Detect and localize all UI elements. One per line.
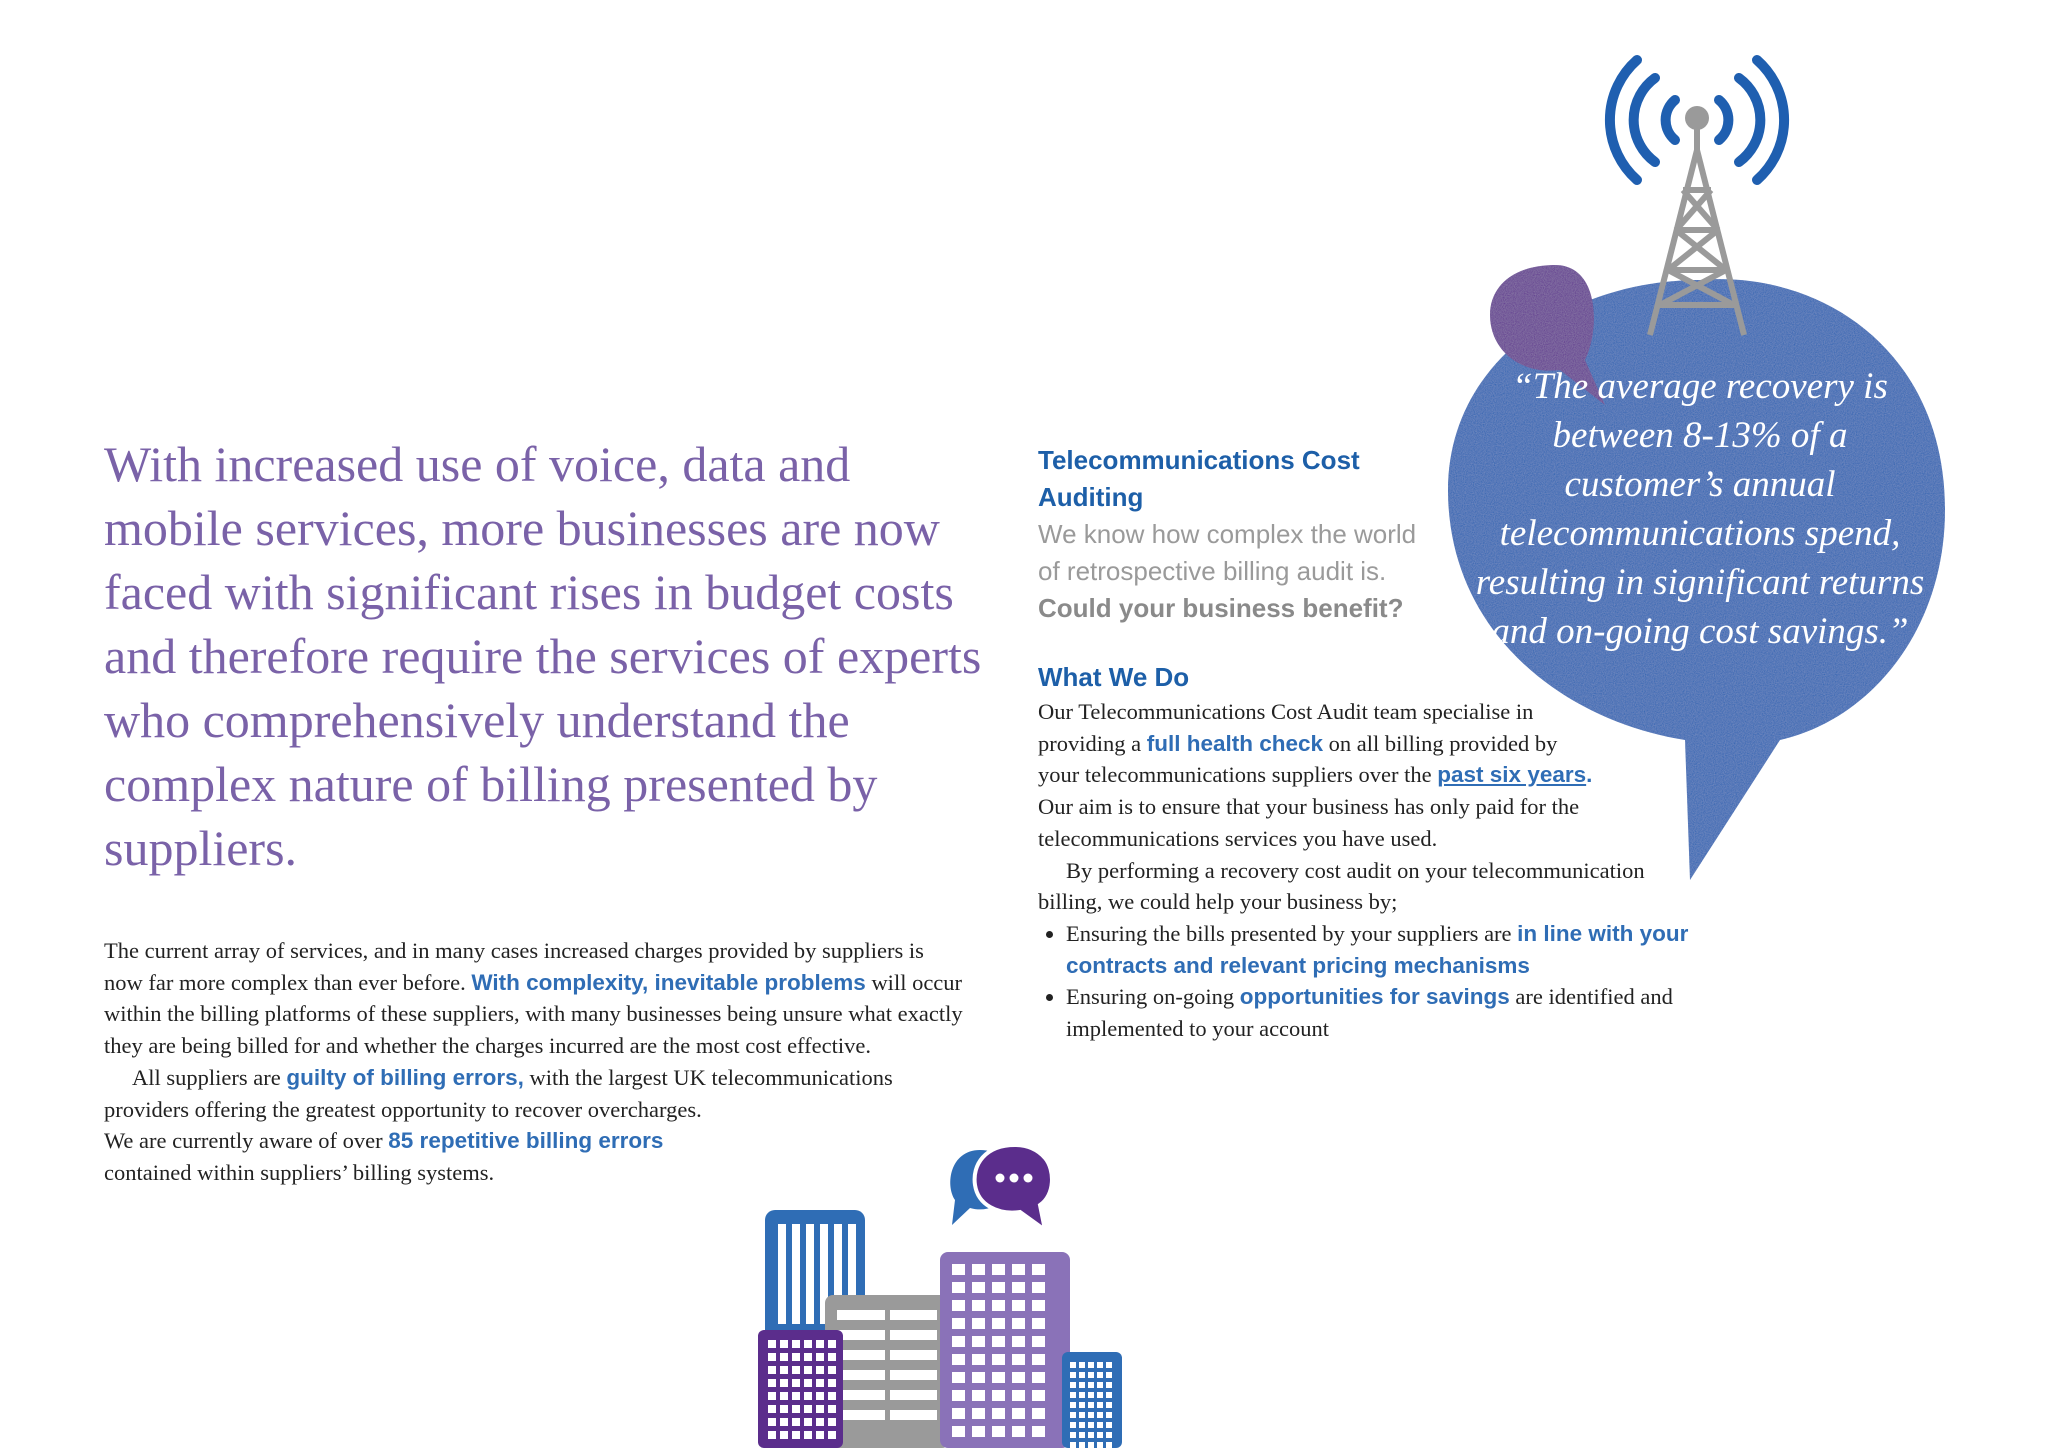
building-window	[972, 1264, 985, 1275]
text-span: with the largest UK telecommunications providers offering the greatest opportunity to recover overcharges.	[104, 1064, 893, 1122]
text-span: on all billing provided by your telecommunications suppliers over the	[1038, 730, 1558, 788]
building-window	[1012, 1408, 1025, 1419]
services-column	[1038, 442, 1738, 1045]
building-window	[1106, 1442, 1112, 1448]
building-window	[1012, 1336, 1025, 1347]
highlight-text: With complexity, inevitable problems	[471, 969, 866, 995]
building-window	[828, 1405, 836, 1413]
left-paragraph-2	[104, 1062, 964, 1125]
building-window	[816, 1366, 824, 1374]
building-window	[768, 1405, 776, 1413]
building-window	[1097, 1372, 1103, 1378]
building-window	[792, 1431, 800, 1439]
building-window	[952, 1336, 965, 1347]
building-window	[1032, 1354, 1045, 1365]
pull-quote: “The average recovery is between 8-13% of a customer’s annual telecommunications spend, resulting in significant returns and on-going cost savings.”	[1475, 366, 1925, 652]
text-span: will occur within the billing platforms of these suppliers, with many businesses being unsure what exactly they are being billed for and whether the charges incurred are the most cost effective.	[104, 969, 963, 1059]
building-window	[992, 1390, 1005, 1401]
building-window	[1079, 1402, 1085, 1408]
benefits-list	[1038, 918, 1756, 1045]
building-window	[768, 1340, 776, 1348]
building-window	[780, 1340, 788, 1348]
building-window	[952, 1300, 965, 1311]
building-window	[1097, 1392, 1103, 1398]
building-window	[816, 1418, 824, 1426]
building-window	[1032, 1372, 1045, 1383]
text-span: .	[1586, 762, 1593, 788]
building-window	[768, 1379, 776, 1387]
building-window	[952, 1318, 965, 1329]
building-window	[1079, 1432, 1085, 1438]
building-window	[1032, 1282, 1045, 1293]
intro-text: We know how complex the world of retrospective billing audit is.	[1038, 519, 1417, 586]
building-window	[1106, 1432, 1112, 1438]
building-window	[1088, 1362, 1094, 1368]
building-window	[792, 1418, 800, 1426]
building-window	[816, 1431, 824, 1439]
building-window	[792, 1405, 800, 1413]
building-window	[1032, 1264, 1045, 1275]
building-window	[1088, 1372, 1094, 1378]
highlight-text: in line with your contracts and relevant pricing mechanisms	[1066, 920, 1689, 978]
building-window	[952, 1282, 965, 1293]
building-window	[1079, 1412, 1085, 1418]
building-window	[1032, 1390, 1045, 1401]
text-span: Ensuring on-going	[1066, 984, 1240, 1010]
building-window	[816, 1379, 824, 1387]
building-window	[792, 1366, 800, 1374]
building-window	[972, 1300, 985, 1311]
building-window	[816, 1340, 824, 1348]
left-paragraph-1	[104, 935, 964, 1062]
list-item	[1066, 981, 1756, 1044]
building-window	[1070, 1422, 1076, 1428]
building-window	[1012, 1426, 1025, 1437]
building-window	[780, 1392, 788, 1400]
building-window	[992, 1408, 1005, 1419]
building-window	[952, 1264, 965, 1275]
building-window	[1070, 1432, 1076, 1438]
building-window	[804, 1340, 812, 1348]
building-window	[1012, 1372, 1025, 1383]
building-window	[1012, 1390, 1025, 1401]
building-window	[1032, 1300, 1045, 1311]
building-window	[768, 1431, 776, 1439]
building-window	[972, 1426, 985, 1437]
building-window	[1070, 1392, 1076, 1398]
text-span: Ensuring the bills presented by your suppliers are	[1066, 920, 1518, 946]
highlight-text: 85 repetitive billing errors	[388, 1128, 664, 1154]
building-window	[1106, 1392, 1112, 1398]
building-window	[972, 1282, 985, 1293]
building-window	[992, 1264, 1005, 1275]
text-span: All suppliers are	[132, 1064, 287, 1090]
building-window	[828, 1353, 836, 1361]
building-window	[1070, 1362, 1076, 1368]
building-window	[1088, 1432, 1094, 1438]
highlight-text: opportunities for savings	[1239, 984, 1510, 1010]
building-window	[1106, 1412, 1112, 1418]
building-window	[816, 1353, 824, 1361]
building-window	[1079, 1442, 1085, 1448]
building-window	[1012, 1282, 1025, 1293]
building-window	[828, 1366, 836, 1374]
building-window	[828, 1340, 836, 1348]
building-window	[952, 1390, 965, 1401]
building-window	[1079, 1392, 1085, 1398]
building-window	[828, 1392, 836, 1400]
building-window	[1079, 1382, 1085, 1388]
building-window	[804, 1431, 812, 1439]
what-we-do-paragraph-1	[1038, 696, 1598, 791]
building-window	[780, 1366, 788, 1374]
building-window	[992, 1336, 1005, 1347]
building-window	[768, 1418, 776, 1426]
building-window	[1070, 1382, 1076, 1388]
building-window	[780, 1379, 788, 1387]
text-span: contained within suppliers’ billing systems.	[104, 1159, 495, 1185]
building-window	[1088, 1442, 1094, 1448]
building-window	[992, 1282, 1005, 1293]
building-window	[1079, 1362, 1085, 1368]
intro-question: Could your business benefit?	[1038, 593, 1404, 623]
building-window	[972, 1318, 985, 1329]
building-window	[780, 1353, 788, 1361]
building-window	[804, 1353, 812, 1361]
building-window	[780, 1405, 788, 1413]
building-window	[992, 1318, 1005, 1329]
building-window	[1032, 1426, 1045, 1437]
city-buildings-icon	[740, 1130, 1140, 1448]
building-window	[952, 1426, 965, 1437]
building-window	[1097, 1402, 1103, 1408]
building-window	[1079, 1422, 1085, 1428]
building-window	[1012, 1264, 1025, 1275]
building-window	[1088, 1422, 1094, 1428]
building-window	[1097, 1442, 1103, 1448]
building-window	[1070, 1412, 1076, 1418]
building-window	[792, 1379, 800, 1387]
building-window	[1012, 1300, 1025, 1311]
building-window	[768, 1353, 776, 1361]
building-window	[792, 1353, 800, 1361]
building-window	[792, 1340, 800, 1348]
text-span: The current array of services, and in many cases increased charges provided by suppliers is now far more complex than ever before.	[104, 938, 924, 995]
radio-tower-icon	[1650, 120, 1744, 335]
building-window	[1070, 1372, 1076, 1378]
building-window	[1106, 1362, 1112, 1368]
building-window	[1032, 1336, 1045, 1347]
building-window	[804, 1379, 812, 1387]
what-we-do-paragraph-3: By performing a recovery cost audit on your telecommunication billing, we could help your business by;	[1038, 857, 1645, 915]
building-window	[1070, 1442, 1076, 1448]
building-window	[972, 1336, 985, 1347]
building-window	[816, 1405, 824, 1413]
building-window	[804, 1366, 812, 1374]
building-window	[804, 1405, 812, 1413]
text-span: We are currently aware of over	[104, 1128, 389, 1154]
section-heading-auditing: Telecommunications Cost Auditing	[1038, 445, 1360, 512]
building-window	[816, 1392, 824, 1400]
building-window	[952, 1354, 965, 1365]
building-window	[828, 1418, 836, 1426]
building-window	[992, 1354, 1005, 1365]
building-window	[780, 1418, 788, 1426]
building-window	[1012, 1354, 1025, 1365]
text-span: Our Telecommunications Cost Audit team specialise in providing a	[1038, 699, 1534, 756]
building-window	[972, 1390, 985, 1401]
building-window	[1032, 1408, 1045, 1419]
list-item	[1066, 918, 1756, 981]
past-six-years-link[interactable]: past six years	[1437, 762, 1587, 788]
text-span: are identified and implemented to your account	[1066, 984, 1673, 1042]
building-window	[768, 1366, 776, 1374]
building-window	[768, 1392, 776, 1400]
building-window	[1032, 1318, 1045, 1329]
building-window	[972, 1354, 985, 1365]
lead-paragraph: With increased use of voice, data and mobile services, more businesses are now faced with significant rises in budget costs and therefore require the services of experts who comprehensively understand the complex nature of billing presented by suppliers.	[104, 436, 982, 876]
building-window	[1106, 1372, 1112, 1378]
building-window	[1097, 1432, 1103, 1438]
building-window	[972, 1408, 985, 1419]
building-window	[780, 1431, 788, 1439]
building-window	[992, 1372, 1005, 1383]
building-window	[1097, 1362, 1103, 1368]
building-window	[1088, 1412, 1094, 1418]
building-window	[1088, 1402, 1094, 1408]
building-window	[1012, 1318, 1025, 1329]
building-window	[792, 1392, 800, 1400]
building-window	[828, 1431, 836, 1439]
building-window	[1106, 1402, 1112, 1408]
building-window	[952, 1372, 965, 1383]
building-window	[952, 1408, 965, 1419]
building-window	[972, 1372, 985, 1383]
highlight-text: guilty of billing errors,	[286, 1064, 524, 1090]
building-window	[992, 1426, 1005, 1437]
building-window	[1106, 1382, 1112, 1388]
building-window	[1070, 1402, 1076, 1408]
building-window	[992, 1300, 1005, 1311]
building-window	[1088, 1382, 1094, 1388]
tower-top-icon	[1685, 106, 1709, 130]
building-window	[828, 1379, 836, 1387]
building-window	[1079, 1372, 1085, 1378]
building-window	[804, 1418, 812, 1426]
building-window	[1097, 1382, 1103, 1388]
building-window	[1097, 1422, 1103, 1428]
building-window	[1088, 1392, 1094, 1398]
building-window	[1106, 1422, 1112, 1428]
what-we-do-paragraph-2: Our aim is to ensure that your business has only paid for the telecommunications services you have used.	[1038, 794, 1580, 851]
section-heading-what-we-do: What We Do	[1038, 662, 1190, 692]
building-window	[804, 1392, 812, 1400]
building-window	[1097, 1412, 1103, 1418]
chat-bubbles-icon	[950, 1145, 1052, 1230]
highlight-text: full health check	[1146, 730, 1324, 756]
